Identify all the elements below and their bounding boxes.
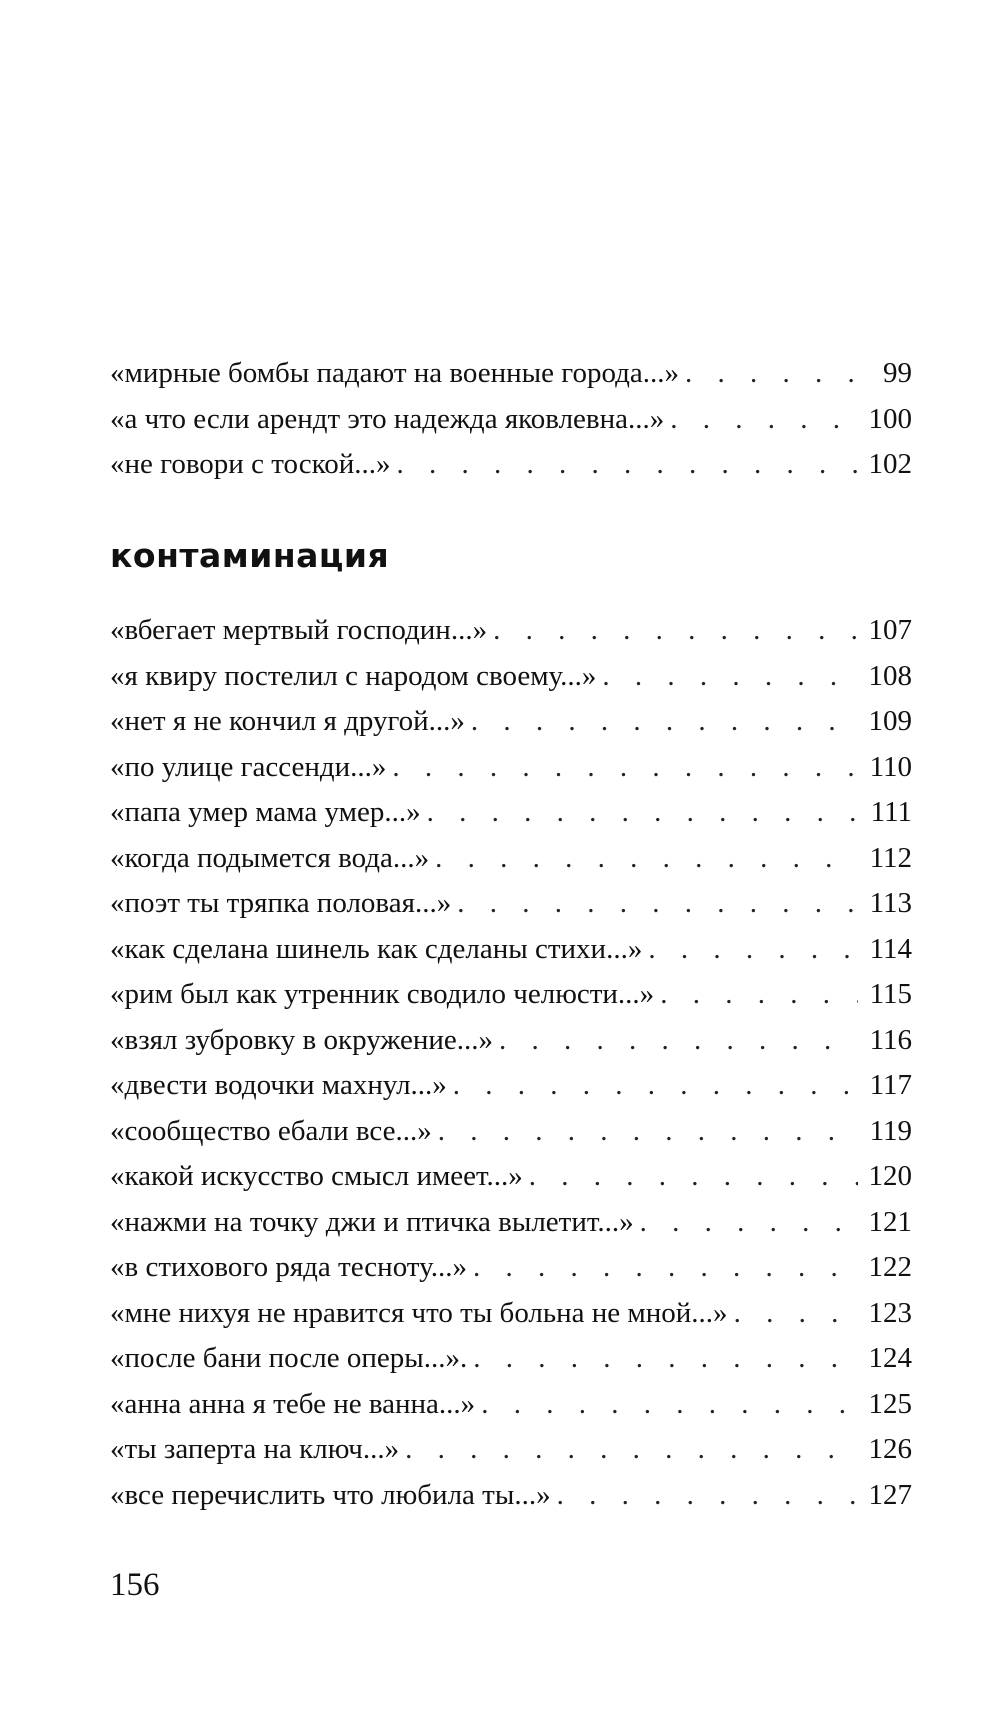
dot-leader: [392, 745, 858, 791]
dot-leader: [405, 1427, 858, 1473]
dot-leader: [648, 927, 858, 973]
dot-leader: [602, 654, 858, 700]
toc-entry-title: «двести водочки махнул...»: [110, 1069, 447, 1101]
toc-entry: [110, 1200, 912, 1246]
toc-entry: [110, 1109, 912, 1155]
toc-entry: [110, 745, 912, 791]
toc-entry-page: 120: [868, 1160, 912, 1192]
dot-leader: [435, 836, 858, 882]
dot-leader: [438, 1109, 858, 1155]
toc-entry: [110, 972, 912, 1018]
toc-entry-title: «ты заперта на ключ...»: [110, 1433, 400, 1465]
toc-entry-title: «папа умер мама умер...»: [110, 796, 421, 828]
toc-entry-title: «нажми на точку джи и птичка вылетит...»: [110, 1205, 634, 1238]
toc-entry: [110, 1154, 912, 1200]
toc-entry: [110, 1245, 912, 1291]
toc-entry: [110, 654, 912, 700]
toc-entry-page: 123: [868, 1296, 912, 1329]
toc-entry: [110, 881, 912, 927]
dot-leader: [396, 442, 858, 488]
dot-leader: [529, 1154, 858, 1200]
toc-entry-page: 112: [869, 841, 912, 874]
toc-entry-page: 117: [869, 1069, 912, 1101]
toc-entry-title: «сообщество ебали все...»: [110, 1114, 432, 1147]
toc-entry-page: 100: [868, 402, 912, 435]
dot-leader: [471, 699, 858, 745]
toc-entry-page: 108: [868, 659, 912, 692]
toc-entry-title: «вбегает мертвый господин...»: [110, 614, 488, 646]
toc-entry: [110, 1291, 912, 1337]
toc-entry-title: «взял зубровку в окружение...»: [110, 1023, 494, 1056]
toc-entry: [110, 397, 912, 443]
toc-entry-title: «мне нихуя не нравится что ты больна не мной...»: [110, 1296, 728, 1329]
toc-entry-page: 111: [870, 796, 912, 828]
toc-entry: [110, 699, 912, 745]
toc-entry-title: «не говори с тоской...»: [110, 448, 391, 480]
toc-entry-title: «мирные бомбы падают на военные города...»: [110, 357, 679, 389]
section-heading: контаминация: [110, 536, 390, 575]
toc-entry-title: «поэт ты тряпка половая...»: [110, 887, 452, 919]
dot-leader: [640, 1200, 858, 1246]
toc-entry: [110, 836, 912, 882]
dot-leader: [481, 1382, 858, 1428]
toc-entry: [110, 790, 912, 836]
toc-entry-title: «когда подымется вода...»: [110, 841, 430, 874]
dot-leader: [670, 397, 858, 443]
toc-entry-page: 126: [868, 1433, 912, 1465]
toc-entry-page: 102: [868, 448, 912, 480]
toc-entry-title: «как сделана шинель как сделаны стихи...»: [110, 932, 643, 965]
toc-entry: [110, 351, 912, 397]
toc-entry-title: «рим был как утренник сводило челюсти...»: [110, 978, 655, 1010]
dot-leader: [685, 351, 858, 397]
toc-entry-page: 124: [868, 1342, 912, 1374]
dot-leader: [473, 1245, 858, 1291]
toc-entry-page: 99: [883, 357, 912, 389]
toc-entry-page: 110: [869, 750, 912, 783]
toc-entry: [110, 1336, 912, 1382]
toc-entry-page: 121: [868, 1205, 912, 1238]
toc-entry-title: «а что если арендт это надежда яковлевна...»: [110, 402, 665, 435]
dot-leader: [473, 1336, 858, 1382]
toc-section-entries: [110, 608, 912, 1518]
toc-entry: [110, 608, 912, 654]
toc-entry-page: 119: [869, 1114, 912, 1147]
toc-entry-page: 116: [869, 1023, 912, 1056]
toc-entry-title: «какой искусство смысл имеет...»: [110, 1160, 523, 1192]
toc-entry-page: 109: [868, 705, 912, 737]
page-number: 156: [110, 1567, 160, 1603]
toc-entry-page: 125: [868, 1387, 912, 1420]
toc-entry-title: «анна анна я тебе не ванна...»: [110, 1387, 476, 1420]
toc-entry: [110, 1382, 912, 1428]
toc-entry: [110, 442, 912, 488]
dot-leader: [427, 790, 858, 836]
dot-leader: [734, 1291, 858, 1337]
toc-entry: [110, 1063, 912, 1109]
toc-entry-title: «нет я не кончил я другой...»: [110, 705, 465, 737]
toc-entry-page: 107: [868, 614, 912, 646]
toc-entry-title: «я квиру постелил с народом своему...»: [110, 659, 597, 692]
toc-entry: [110, 1473, 912, 1519]
dot-leader: [453, 1063, 858, 1109]
dot-leader: [493, 608, 858, 654]
dot-leader: [499, 1018, 858, 1064]
dot-leader: [660, 972, 858, 1018]
toc-top-entries: [110, 351, 912, 488]
toc-entry-page: 113: [869, 887, 912, 919]
toc-entry: [110, 927, 912, 973]
dot-leader: [457, 881, 858, 927]
toc-entry-page: 127: [868, 1478, 912, 1511]
toc-entry-title: «в стихового ряда тесноту...»: [110, 1251, 467, 1283]
toc-entry-title: «по улице гассенди...»: [110, 750, 387, 783]
toc-entry-page: 122: [868, 1251, 912, 1283]
toc-entry-title: «после бани после оперы...».: [110, 1342, 468, 1374]
toc-entry: [110, 1427, 912, 1473]
toc-entry-title: «все перечислить что любила ты...»: [110, 1478, 551, 1511]
toc-entry-page: 114: [869, 932, 912, 965]
toc-entry: [110, 1018, 912, 1064]
dot-leader: [557, 1473, 858, 1519]
toc-entry-page: 115: [869, 978, 912, 1010]
